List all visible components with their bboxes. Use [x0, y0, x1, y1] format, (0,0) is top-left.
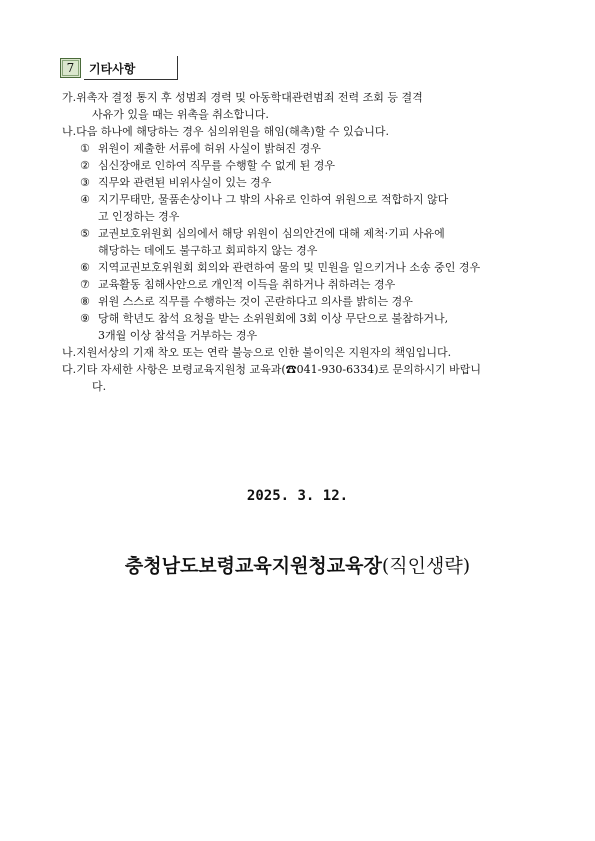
sub-item-text: 위원이 제출한 서류에 허위 사실이 밝혀진 경우 [98, 142, 321, 155]
seal-omitted-note: (직인생략) [381, 555, 471, 577]
document-date: 2025. 3. 12. [246, 488, 349, 504]
sub-item-text: 당해 학년도 참석 요청을 받는 소위원회에 3회 이상 무단으로 불참하거나, [98, 312, 449, 325]
item-text: 다음 하나에 해당하는 경우 심의위원을 해임(해촉)할 수 있습니다. [76, 125, 389, 138]
sub-item-text: 지역교권보호위원회 회의와 관련하여 물의 및 민원을 일으키거나 소송 중인 경우 [98, 261, 481, 274]
notice-content [62, 89, 546, 395]
sub-item-continuation: 해당하는 데에도 불구하고 회피하지 않는 경우 [98, 244, 318, 257]
header-divider [177, 56, 178, 80]
item-text: 기타 자세한 사항은 보령교육지원청 교육과(☎041-930-6334)로 문의하시기 바랍니 [76, 363, 482, 376]
section-header [60, 56, 178, 82]
sub-item-marker: ⑤ [80, 227, 90, 240]
sub-item-2 [62, 157, 546, 174]
item-text: 지원서상의 기재 착오 또는 연락 불능으로 인한 불이익은 지원자의 책임입니다. [76, 346, 452, 359]
item-marker: 다. [62, 363, 77, 376]
sub-item-marker: ③ [80, 176, 90, 189]
sub-item-continuation: 3개월 이상 참석을 거부하는 경우 [98, 329, 258, 342]
item-na-2 [62, 344, 546, 361]
item-continuation: 다. [92, 380, 107, 393]
section-title: 기타사항 [89, 62, 136, 76]
sub-item-marker: ① [80, 142, 90, 155]
signer [0, 551, 595, 578]
item-marker: 가. [62, 91, 77, 104]
sub-item-7 [62, 276, 546, 293]
sub-item-5 [62, 225, 546, 242]
sub-item-1 [62, 140, 546, 157]
sub-item-text: 위원 스스로 직무를 수행하는 것이 곤란하다고 의사를 밝히는 경우 [98, 295, 413, 308]
signer-name: 충청남도보령교육지원청교육장 [124, 555, 382, 577]
item-ga [62, 89, 546, 106]
sub-item-text: 지기무태만, 물품손상이나 그 밖의 사유로 인하여 위원으로 적합하지 않다 [98, 193, 449, 206]
sub-item-text: 직무와 관련된 비위사실이 있는 경우 [98, 176, 272, 189]
item-text: 위촉자 결정 통지 후 성범죄 경력 및 아동학대관련범죄 전력 조회 등 결격 [76, 91, 423, 104]
sub-item-marker: ⑨ [80, 312, 90, 325]
item-marker: 나. [62, 346, 77, 359]
sub-item-text: 교권보호위원회 심의에서 해당 위원이 심의안건에 대해 제척·기피 사유에 [98, 227, 445, 240]
sub-item-marker: ② [80, 159, 90, 172]
item-da [62, 361, 546, 378]
item-marker: 나. [62, 125, 77, 138]
header-underline [84, 79, 178, 80]
item-na [62, 123, 546, 140]
sub-item-6 [62, 259, 546, 276]
sub-item-text: 심신장애로 인하여 직무를 수행할 수 없게 된 경우 [98, 159, 335, 172]
sub-item-3 [62, 174, 546, 191]
sub-item-9 [62, 310, 546, 327]
sub-item-marker: ⑥ [80, 261, 90, 274]
sub-item-8 [62, 293, 546, 310]
section-number: 7 [60, 58, 81, 78]
item-continuation: 사유가 있을 때는 위촉을 취소합니다. [92, 108, 269, 121]
sub-item-marker: ⑧ [80, 295, 90, 308]
sub-item-text: 교육활동 침해사안으로 개인적 이득을 취하거나 취하려는 경우 [98, 278, 396, 291]
sub-item-marker: ⑦ [80, 278, 90, 291]
sub-item-marker: ④ [80, 193, 90, 206]
sub-item-4 [62, 191, 546, 208]
sub-item-continuation: 고 인정하는 경우 [98, 210, 180, 223]
